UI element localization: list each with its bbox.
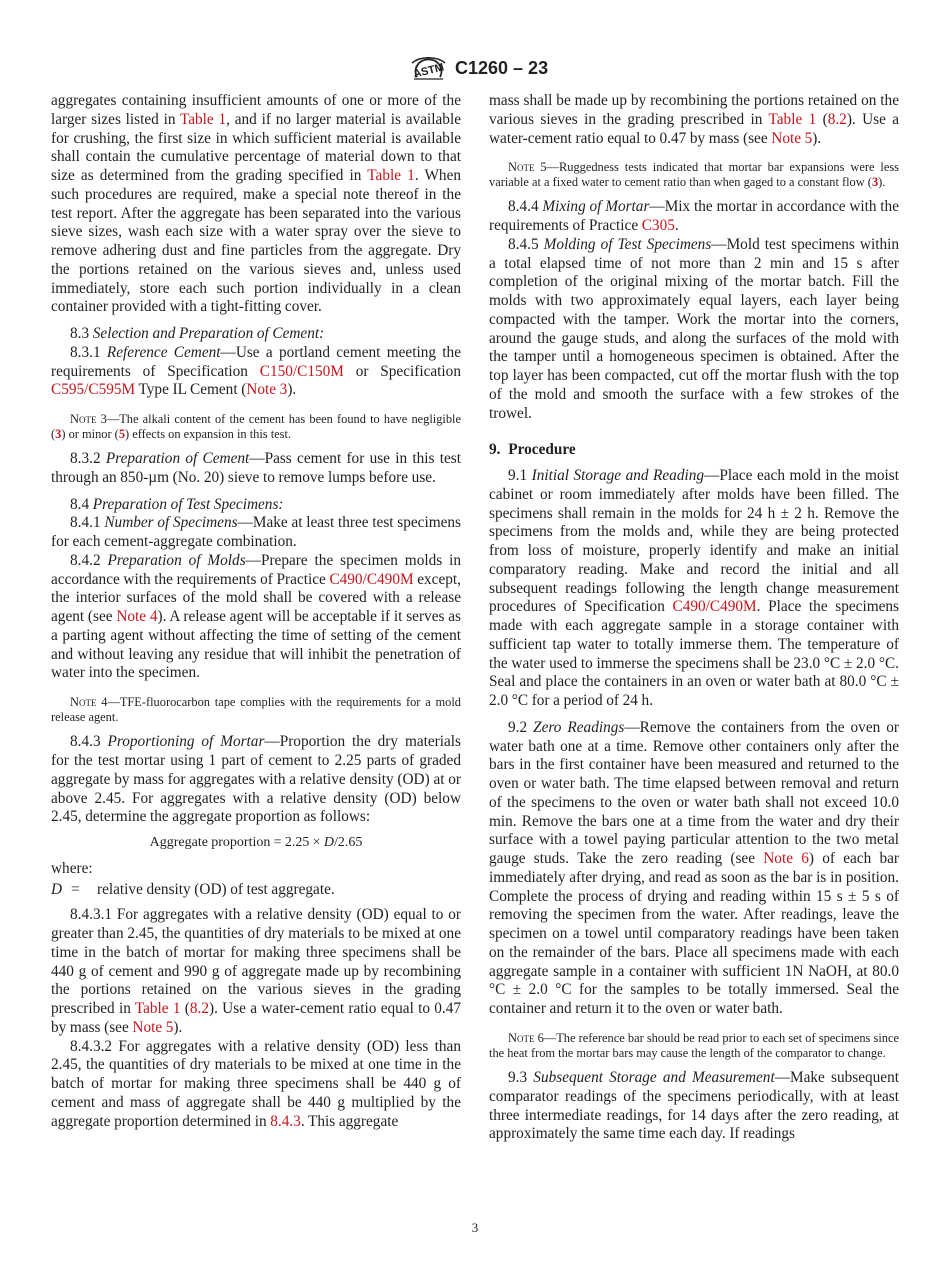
equals-sign: = xyxy=(71,880,80,898)
italic-term: Preparation of Cement xyxy=(105,450,250,468)
paragraph-8-2-continued xyxy=(51,92,461,317)
page-number: 3 xyxy=(471,1220,479,1235)
note-4 xyxy=(51,695,461,725)
page-header xyxy=(0,0,950,90)
text-run: Type IL Cement ( xyxy=(135,381,247,399)
cross-reference-link[interactable]: Note 3 xyxy=(246,381,288,399)
text-run: ). xyxy=(287,381,297,399)
cross-reference-link[interactable]: Table 1 xyxy=(768,110,817,128)
text-run: —Make at least three test specimens for each cement-aggregate combination. xyxy=(51,514,462,551)
text-run: —Use a portland cement meeting the requirements of Specification xyxy=(51,343,461,380)
text-run: ). Use a water-cement ratio equal to 0.47 by mass (see xyxy=(489,110,900,147)
text-run: or Specification xyxy=(343,362,461,380)
text-run: 8.3.1 xyxy=(70,343,107,361)
italic-term: Zero Readings xyxy=(533,718,625,736)
text-run: ) of each bar immediately after drying, and read as soon as the bar is in position. Complete the process of drying and reading within 15 s ± 5 s of removing the specimen from the water. After readings, leave the specimen on a towel until comparatory readings have been taken on the remainder of the bars. Place all specimens made with each aggregate sample in a container with sufficient 1N NaOH, at 80.0 °C ± 2.0 °C for the samples to be totally immersed. Seal the container and return it to the oven or water bath. xyxy=(489,850,900,1018)
cross-reference-link[interactable]: Note 6 xyxy=(763,850,809,868)
text-run: 9.2 xyxy=(508,718,534,736)
cross-reference-link[interactable]: Table 1 xyxy=(367,167,415,184)
text-run: 8.4.1 xyxy=(70,514,105,532)
cross-reference-link[interactable]: Note 5 xyxy=(132,1018,174,1036)
italic-term: Proportioning of Mortar xyxy=(107,733,265,751)
text-run: —Proportion the dry materials for the test mortar using 1 part of cement to 2.25 parts of graded aggregate by mass for aggregates with a relative density (OD) at or above 2.45. For aggregates with a relative density (OD) below 2.45, determine the aggregate proportion as follows: xyxy=(51,733,462,826)
text-run: ). Use a water-cement ratio equal to 0.47 by mass (see xyxy=(51,1000,462,1036)
aggregate-proportion-equation xyxy=(51,834,461,853)
paragraph-8-3-1 xyxy=(51,344,461,400)
note-label: Note xyxy=(70,695,97,710)
text-run: ). xyxy=(878,175,886,190)
text-run: ) or minor ( xyxy=(61,427,119,442)
paragraph-9-2 xyxy=(489,719,899,1019)
text-run: 8.4.2 xyxy=(70,551,108,569)
text-run: except, the interior surfaces of the mold shall be covered with a release agent (see xyxy=(51,570,461,626)
reference-number-link[interactable]: 3 xyxy=(55,427,62,442)
note-6 xyxy=(489,1031,899,1061)
cross-reference-link[interactable]: C150/C150M xyxy=(259,362,344,380)
cross-reference-link[interactable]: 8.2 xyxy=(827,110,847,128)
where-label: where: xyxy=(51,859,93,877)
note-5 xyxy=(489,160,899,190)
cross-reference-link[interactable]: C490/C490M xyxy=(329,570,414,588)
cross-reference-link[interactable]: Table 1 xyxy=(179,110,227,128)
italic-term: Preparation of Molds xyxy=(107,551,246,569)
text-run: —Pass cement for use in this test through an 850-µm (No. 20) sieve to remove lumps before use. xyxy=(51,450,462,486)
cross-reference-link[interactable]: C305 xyxy=(641,217,675,235)
text-run: 9.3 xyxy=(508,1069,534,1087)
paragraph-8-4 xyxy=(51,496,461,515)
cross-reference-link[interactable]: Note 4 xyxy=(116,608,158,626)
text-run: aggregates containing insufficient amounts of one or more of the larger sizes listed in xyxy=(51,92,461,128)
italic-term: Molding of Test Specimens xyxy=(543,235,712,253)
text-run: 8.4 xyxy=(70,495,93,513)
cross-reference-link[interactable]: 8.2 xyxy=(189,1000,209,1018)
paragraph-9-1 xyxy=(489,467,899,711)
paragraph-8-3-2 xyxy=(51,450,461,488)
text-run: . This aggregate xyxy=(300,1112,399,1130)
text-run: 5—Ruggedness tests indicated that mortar bar expansions were less variable at a fixed water to cement ratio than when gaged to a constant flow ( xyxy=(489,160,899,190)
paragraph-8-4-2 xyxy=(51,552,461,683)
note-label: Note xyxy=(508,1030,535,1045)
variable-symbol: D xyxy=(51,880,63,898)
text-run: —Make subsequent comparator readings of the specimens periodically, with at least three intermediate readings, for 14 days after the zero reading, at approximately the same time each day. If readings xyxy=(489,1069,899,1143)
astm-logo-icon xyxy=(408,51,449,82)
reference-number-link[interactable]: 5 xyxy=(118,427,126,442)
cross-reference-link[interactable]: C490/C490M xyxy=(672,598,757,616)
logo-lettering: ASTM xyxy=(412,61,446,81)
italic-term: Subsequent Storage and Measurement xyxy=(533,1069,775,1087)
cross-reference-link[interactable]: 8.4.3 xyxy=(270,1112,301,1130)
italic-term: D xyxy=(323,835,334,851)
right-column xyxy=(489,92,899,1144)
text-run: 9.1 xyxy=(508,467,532,485)
italic-term: Preparation of Test Specimens: xyxy=(92,495,284,513)
italic-term: Reference Cement xyxy=(106,343,221,361)
text-run: . When such procedures are required, make a special note thereof in the test report. After the aggregate has been separated into the various sieve sizes, wash each size with a water spray over the sieve to remove adhering dust and fine particles from the aggregate. Dry the portions retained on the various sieves and, unless used immediately, store each such portion individually in a clean container provided with a tight-fitting cover. xyxy=(51,167,462,316)
text-run: 8.3 xyxy=(70,325,93,342)
text-run: /2.65 xyxy=(333,835,363,851)
text-run: ) effects on expansion in this test. xyxy=(125,427,291,442)
variable-definition xyxy=(51,881,461,900)
text-run: 8.4.3 xyxy=(70,733,108,751)
text-run: 4—TFE-fluorocarbon tape complies with the requirements for a mold release agent. xyxy=(51,695,461,725)
text-run: ( xyxy=(816,110,828,128)
left-column xyxy=(51,92,461,1131)
italic-term: Mixing of Mortar xyxy=(542,198,650,216)
paragraph-8-4-3-1 xyxy=(51,906,461,1037)
variable-description: relative density (OD) of test aggregate. xyxy=(97,880,335,898)
paragraph-8-4-3 xyxy=(51,733,461,827)
paragraph-8-4-1 xyxy=(51,514,461,552)
text-run: 8.4.3.2 For aggregates with a relative density (OD) less than 2.45, the quantities of dry materials to be mixed at one time in the batch of mortar for making three specimens shall be 440 g of cement and mass of aggregate shall be 440 g multiplied by the aggregate proportion determined in xyxy=(51,1037,461,1130)
text-run: , and if no larger material is available for crushing, the first size in which sufficient material is available shall contain the cumulative percentage of material down to that size as determined from the grading specified in xyxy=(51,110,461,184)
paragraph-9-3 xyxy=(489,1069,899,1144)
cross-reference-link[interactable]: Note 5 xyxy=(771,129,813,147)
reference-number-link[interactable]: 3 xyxy=(871,175,879,190)
text-run: 8.4.4 xyxy=(508,198,543,216)
cross-reference-link[interactable]: Table 1 xyxy=(134,1000,181,1018)
note-label: Note xyxy=(70,412,97,426)
italic-term: Selection and Preparation of Cement: xyxy=(92,325,325,342)
text-run: 8.3.2 xyxy=(70,450,106,468)
text-run: —Mix the mortar in accordance with the requirements of Practice xyxy=(489,198,899,235)
italic-term: Initial Storage and Reading xyxy=(531,467,705,485)
text-run: . xyxy=(674,217,679,235)
paragraph-8-4-5 xyxy=(489,236,899,424)
text-run: ). xyxy=(812,129,822,147)
text-run: ). xyxy=(173,1018,183,1036)
text-run: —Prepare the specimen molds in accordance with the requirements of Practice xyxy=(51,551,462,588)
text-run: . Place the specimens made with each aggregate sample in a storage container with sufficient tap water to totally immerse them. The temperature of the water used to immerse the specimens shall be 23.0 °C ± 2.0 °C. Seal and place the containers in an oven or water bath at 80.0 °C ± 2.0 °C for a period of 24 h. xyxy=(489,598,899,710)
section-9-heading: 9. Procedure xyxy=(489,441,576,459)
text-run: 8.4.3.1 For aggregates with a relative density (OD) equal to or greater than 2.45, the quantities of dry materials to be mixed at one time in the batch of mortar for making three specimens shall be 440 g of cement and 990 g of aggregate made up by recombining the portions retained on the various sieves in the grading prescribed in xyxy=(51,906,461,1018)
text-run: mass shall be made up by recombining the portions retained on the various sieves in the grading prescribed in xyxy=(489,92,899,128)
note-label: Note xyxy=(508,160,535,175)
paragraph-8-4-3-2-continued xyxy=(489,92,899,148)
text-run: 3—The alkali content of the cement has been found to have negligible ( xyxy=(51,412,461,442)
text-run: Aggregate proportion = 2.25 × xyxy=(149,835,324,851)
text-run: 8.4.5 xyxy=(508,235,544,253)
text-run: ( xyxy=(180,1000,190,1018)
cross-reference-link[interactable]: C595/C595M xyxy=(51,381,136,399)
standard-designation: C1260 – 23 xyxy=(455,58,549,78)
text-run: —Place each mold in the moist cabinet or room immediately after molds have been filled. The specimens shall remain in the molds for 24 h ± 2 h. Remove the specimens from the molds and, while they are being protected from loss of moisture, properly identify and make an initial comparatory reading. Make and record the initial and all subsequent readings following the length change measurement procedures of Specification xyxy=(489,467,899,616)
paragraph-8-4-4 xyxy=(489,198,899,236)
text-run: ). A release agent will be acceptable if it serves as a parting agent without affecting the time of setting of the cement and without leaving any residue that will inhibit the penetration of water into the specimen. xyxy=(51,608,461,682)
paragraph-8-4-3-2 xyxy=(51,1038,461,1132)
text-run: —Remove the containers from the oven or water bath one at a time. Remove other containers only after the bars in the first container have been measured and returned to the oven or water bath. The time elapsed between removal and return of the specimens to the oven or water bath shall not exceed 10.0 min. Remove the bars one at a time from the water and dry their surface with a towel paying particular attention to the two metal gauge studs. Take the zero reading (see xyxy=(489,718,899,868)
paragraph-8-3 xyxy=(51,325,461,344)
text-run: —Mold test specimens within a total elapsed time of not more than 2 min and 15 s after completion of the original mixing of the mortar batch. Fill the molds with two approximately equal layers, each layer being compacted with the tamper. Work the mortar into the corners, around the gauge studs, and along the surfaces of the mold with the tamper until a homogeneous specimen is obtained. After the top layer has been compacted, cut off the mortar flush with the top of the mold and smooth the surface with a few strokes of the trowel. xyxy=(489,235,899,422)
italic-term: Number of Specimens xyxy=(104,514,238,532)
note-3 xyxy=(51,412,461,442)
text-run: 6—The reference bar should be read prior to each set of specimens since the heat from the mortar bars may cause the length of the comparator to change. xyxy=(489,1030,899,1061)
